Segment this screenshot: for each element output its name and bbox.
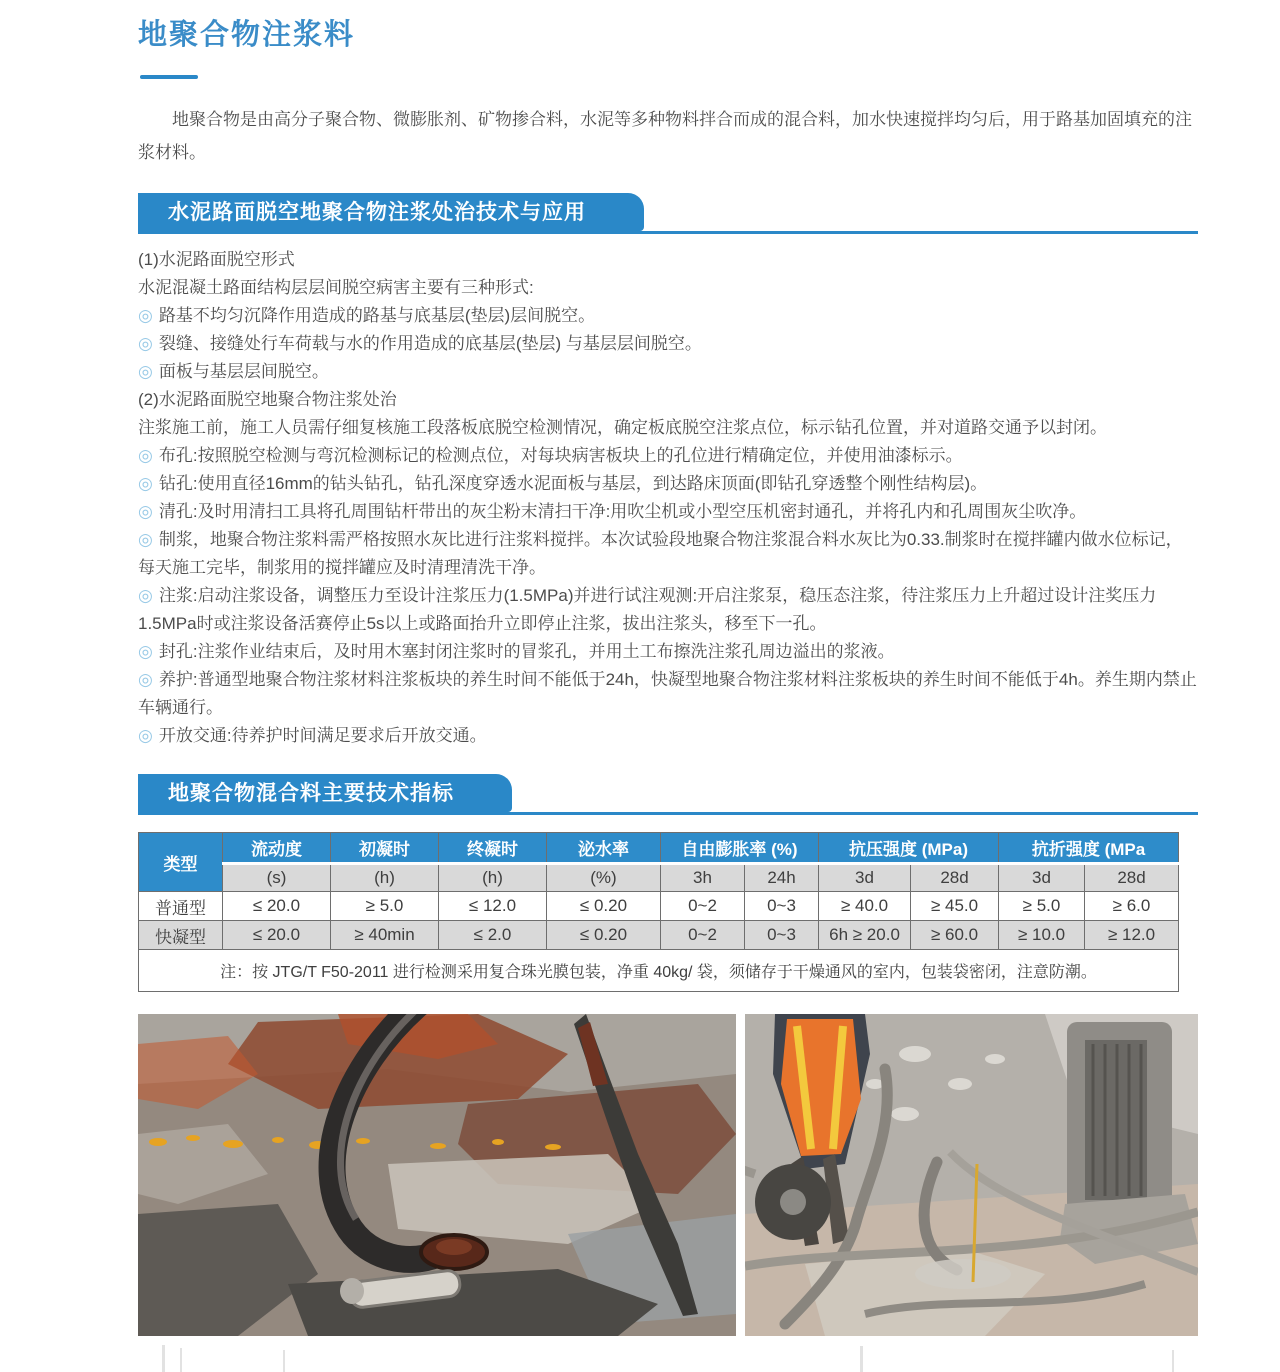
cell: 0~2	[661, 921, 745, 950]
bullet-item: ◎ 布孔:按照脱空检测与弯沉检测标记的检测点位，对每块病害板块上的孔位进行精确定位，并使用油漆标示。	[138, 446, 963, 465]
section2-banner-rule	[138, 774, 1198, 815]
subheader: 28d	[1085, 864, 1179, 892]
spec-table	[138, 832, 1179, 992]
bullet-ring-icon: ◎	[138, 474, 153, 493]
cell: 0~3	[745, 921, 819, 950]
cell: ≥ 40.0	[819, 892, 911, 921]
paragraph: 水泥混凝土路面结构层层间脱空病害主要有三种形式:	[138, 278, 534, 297]
bullet-ring-icon: ◎	[138, 726, 153, 745]
header-initial-set: 初凝时	[331, 833, 439, 864]
page-bottom-artifact	[283, 1350, 285, 1372]
bullet-ring-icon: ◎	[138, 670, 153, 689]
page-bottom-artifact	[1172, 1350, 1174, 1372]
subheader: 3d	[819, 864, 911, 892]
header-fluidity: 流动度	[223, 833, 331, 864]
bullet-item: ◎ 开放交通:待养护时间满足要求后开放交通。	[138, 726, 487, 745]
table-row	[139, 892, 1179, 921]
subheader: (s)	[223, 864, 331, 892]
bullet-ring-icon: ◎	[138, 306, 153, 325]
header-type: 类型	[139, 833, 223, 892]
subheader: 24h	[745, 864, 819, 892]
cell: ≥ 12.0	[1085, 921, 1179, 950]
bullet-item: ◎ 钻孔:使用直径16mm的钻头钻孔，钻孔深度穿透水泥面板与基层，到达路床顶面(即钻孔穿透整个刚性结构层)。	[138, 474, 988, 493]
bullet-item: ◎ 养护:普通型地聚合物注浆材料注浆板块的养生时间不能低于24h，快凝型地聚合物注浆材料注浆板块的养生时间不能低于4h。养生期内禁止车辆通行。	[138, 670, 1197, 717]
subheader: 3h	[661, 864, 745, 892]
paragraph: 注浆施工前，施工人员需仔细复核施工段落板底脱空检测情况，确定板底脱空注浆点位，标示钻孔位置，并对道路交通予以封闭。	[138, 418, 1107, 437]
subheader: (%)	[547, 864, 661, 892]
cell: ≤ 0.20	[547, 892, 661, 921]
cell: ≤ 2.0	[439, 921, 547, 950]
cell: ≥ 45.0	[911, 892, 999, 921]
cell: ≥ 10.0	[999, 921, 1085, 950]
header-flexural-strength: 抗折强度 (MPa	[999, 833, 1179, 864]
table-note-row	[139, 950, 1179, 992]
subheader: (h)	[439, 864, 547, 892]
section2-heading: 地聚合物混合料主要技术指标	[138, 774, 512, 812]
page-bottom-artifact	[860, 1346, 863, 1372]
bullet-ring-icon: ◎	[138, 446, 153, 465]
page-bottom-artifact	[180, 1348, 182, 1372]
paragraph: (2)水泥路面脱空地聚合物注浆处治	[138, 390, 397, 409]
cell: ≤ 12.0	[439, 892, 547, 921]
bullet-item: ◎ 面板与基层层间脱空。	[138, 362, 329, 381]
page-title: 地聚合物注浆料	[138, 19, 356, 51]
cell: ≥ 40min	[331, 921, 439, 950]
photo-grout-hose-on-damaged-pavement	[138, 1014, 736, 1336]
row-type: 快凝型	[139, 921, 223, 950]
photo-left-illustration	[138, 1014, 736, 1336]
cell: ≥ 5.0	[331, 892, 439, 921]
bullet-ring-icon: ◎	[138, 334, 153, 353]
cell: 0~3	[745, 892, 819, 921]
section1-heading: 水泥路面脱空地聚合物注浆处治技术与应用	[138, 193, 644, 231]
intro-paragraph: 地聚合物是由高分子聚合物、微膨胀剂、矿物掺合料，水泥等多种物料拌合而成的混合料，加水快速搅拌均匀后，用于路基加固填充的注浆材料。	[138, 110, 1192, 162]
cell: ≥ 60.0	[911, 921, 999, 950]
table-subheader-row	[139, 864, 1179, 892]
table-row	[139, 921, 1179, 950]
photo-strip	[138, 1014, 1198, 1336]
page-bottom-artifact	[162, 1345, 165, 1372]
bullet-item: ◎ 注浆:启动注浆设备，调整压力至设计注浆压力(1.5MPa)并进行试注观测:开启注浆泵，稳压态注浆，待注浆压力上升超过设计注奖压力1.5MPa时或注浆设备活赛停止5s以上或路面抬升立即停止注浆，拔出注浆头，移至下一孔。	[138, 586, 1157, 633]
photo-worker-and-grouting-equipment	[745, 1014, 1198, 1336]
cell: ≤ 20.0	[223, 892, 331, 921]
subheader: 3d	[999, 864, 1085, 892]
bullet-item: ◎ 路基不均匀沉降作用造成的路基与底基层(垫层)层间脱空。	[138, 306, 596, 325]
cell: 0~2	[661, 892, 745, 921]
bullet-ring-icon: ◎	[138, 502, 153, 521]
table-note: 注：按 JTG/T F50-2011 进行检测采用复合珠光膜包装，净重 40kg/ 袋，须储存于干燥通风的室内，包装袋密闭，注意防潮。	[139, 950, 1179, 992]
cell: ≤ 0.20	[547, 921, 661, 950]
cell: ≥ 6.0	[1085, 892, 1179, 921]
subheader: (h)	[331, 864, 439, 892]
section1-body	[138, 246, 1198, 750]
bullet-item: ◎ 封孔:注浆作业结束后，及时用木塞封闭注浆时的冒浆孔，并用土工布擦洗注浆孔周边溢出的浆液。	[138, 642, 895, 661]
table-header-row	[139, 833, 1179, 864]
subheader: 28d	[911, 864, 999, 892]
bullet-ring-icon: ◎	[138, 642, 153, 661]
bullet-item: ◎ 清孔:及时用清扫工具将孔周围钻杆带出的灰尘粉末清扫干净:用吹尘机或小型空压机密封通孔，并将孔内和孔周围灰尘吹净。	[138, 502, 1087, 521]
photo-right-illustration	[745, 1014, 1198, 1336]
cell: ≤ 20.0	[223, 921, 331, 950]
cell: ≥ 5.0	[999, 892, 1085, 921]
bullet-item: ◎ 裂缝、接缝处行车荷载与水的作用造成的底基层(垫层) 与基层层间脱空。	[138, 334, 702, 353]
bullet-ring-icon: ◎	[138, 586, 153, 605]
bullet-item: ◎ 制浆，地聚合物注浆料需严格按照水灰比进行注浆料搅拌。本次试验段地聚合物注浆混合料水灰比为0.33.制浆时在搅拌罐内做水位标记，每天施工完毕，制浆用的搅拌罐应及时清理清洗干净。	[138, 530, 1183, 577]
bullet-ring-icon: ◎	[138, 530, 153, 549]
header-final-set: 终凝时	[439, 833, 547, 864]
title-underline-rule	[140, 75, 198, 79]
header-compressive-strength: 抗压强度 (MPa)	[819, 833, 999, 864]
bullet-ring-icon: ◎	[138, 362, 153, 381]
header-bleeding: 泌水率	[547, 833, 661, 864]
section1-banner-rule	[138, 193, 1198, 234]
cell: 6h ≥ 20.0	[819, 921, 911, 950]
row-type: 普通型	[139, 892, 223, 921]
header-free-expansion: 自由膨胀率 (%)	[661, 833, 819, 864]
paragraph: (1)水泥路面脱空形式	[138, 250, 295, 269]
